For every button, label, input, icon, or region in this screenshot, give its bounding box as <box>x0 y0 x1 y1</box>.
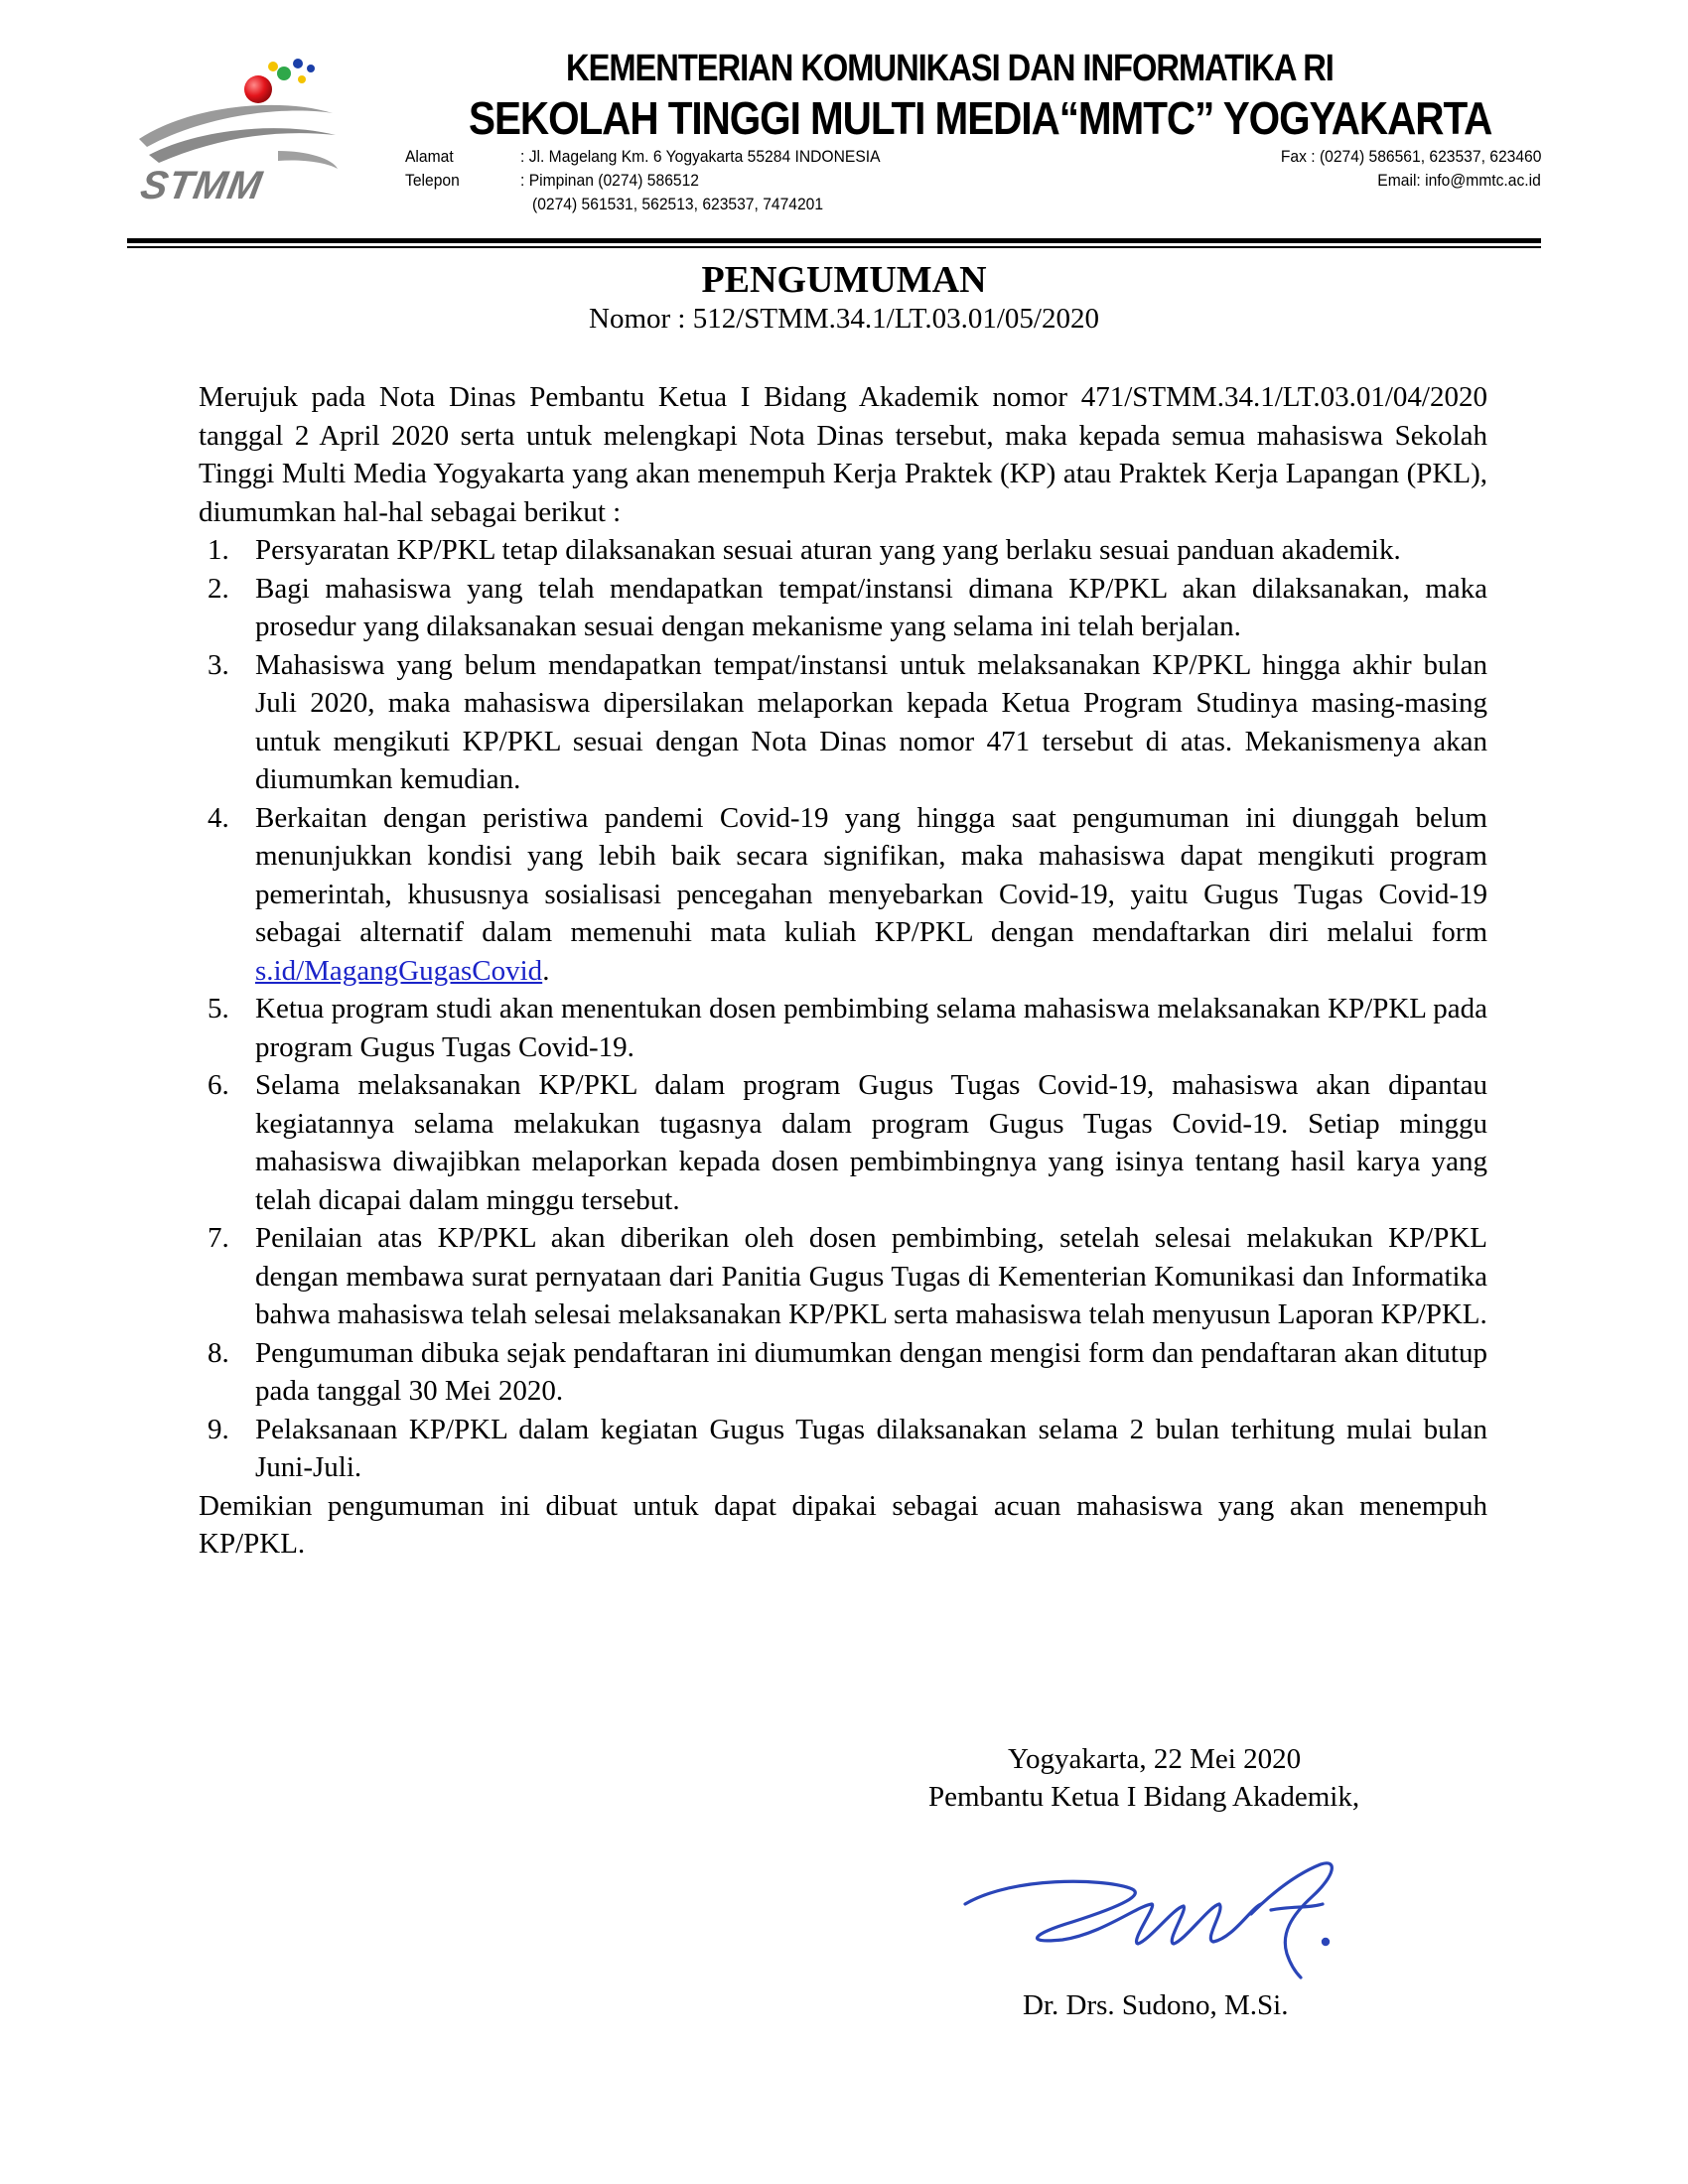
handwritten-signature <box>953 1844 1370 1983</box>
stmm-logo <box>129 52 348 210</box>
place-date: Yogyakarta, 22 Mei 2020 <box>1008 1743 1302 1775</box>
address-label: Alamat <box>405 147 454 166</box>
address-value: : Jl. Magelang Km. 6 Yogyakarta 55284 INDONESIA <box>520 147 881 166</box>
email-address: Email: info@mmtc.ac.id <box>1377 171 1541 190</box>
list-item <box>199 1334 1487 1411</box>
list-item <box>199 1066 1487 1219</box>
list-item-text: Bagi mahasiswa yang telah mendapatkan tempat/instansi dimana KP/PKL akan dilaksanakan, maka prosedur yang dilaksanakan sesuai dengan mekanisme yang selama ini telah berjalan. <box>255 572 1487 642</box>
list-item <box>199 799 1487 991</box>
phone-value-2: (0274) 561531, 562513, 623537, 7474201 <box>532 195 824 213</box>
list-item-text-end: . <box>542 954 550 987</box>
list-item-number: 1. <box>208 534 229 566</box>
announcement-list <box>199 531 1487 1487</box>
list-item-text: Pengumuman dibuka sejak pendaftaran ini diumumkan dengan mengisi form dan pendaftaran akan ditutup pada tanggal 30 Mei 2020. <box>255 1336 1487 1407</box>
ministry-name: KEMENTERIAN KOMUNIKASI DAN INFORMATIKA RI <box>566 48 1334 89</box>
list-item <box>199 646 1487 799</box>
letterhead-divider-thick <box>127 238 1541 243</box>
list-item <box>199 990 1487 1066</box>
list-item-text: Berkaitan dengan peristiwa pandemi Covid-19 yang hingga saat pengumuman ini diunggah belum menunjukkan kondisi yang lebih baik secara signifikan, maka mahasiswa dapat mengikuti program pemerintah, khususnya sosialisasi pencegahan menyebarkan Covid-19, yaitu Gugus Tugas Covid-19 sebagai alternatif dalam memenuhi mata kuliah KP/PKL dengan mendaftarkan diri melalui form <box>255 801 1487 948</box>
fax-number: Fax : (0274) 586561, 623537, 623460 <box>1280 147 1541 166</box>
list-item-text: Penilaian atas KP/PKL akan diberikan oleh dosen pembimbing, setelah selesai melakukan KP/PKL dengan membawa surat pernyataan dari Panitia Gugus Tugas di Kementerian Komunikasi dan Informatika bahwa mahasiswa telah selesai melaksanakan KP/PKL serta mahasiswa telah menyusun Laporan KP/PKL. <box>255 1222 1487 1330</box>
list-item-number: 7. <box>208 1222 229 1254</box>
phone-value-1: : Pimpinan (0274) 586512 <box>520 171 699 190</box>
school-name: SEKOLAH TINGGI MULTI MEDIA“MMTC” YOGYAKARTA <box>469 92 1492 144</box>
registration-form-link[interactable]: s.id/MagangGugasCovid <box>255 954 543 987</box>
list-item <box>199 570 1487 646</box>
list-item <box>199 531 1487 570</box>
announcement-body <box>199 378 1487 1564</box>
intro-paragraph: Merujuk pada Nota Dinas Pembantu Ketua I Bidang Akademik nomor 471/STMM.34.1/LT.03.01/04/2020 tanggal 2 April 2020 serta untuk melengkapi Nota Dinas tersebut, maka kepada semua mahasiswa Sekolah Tinggi Multi Media Yogyakarta yang akan menempuh Kerja Praktek (KP) atau Praktek Kerja Lapangan (PKL), diumumkan hal-hal sebagai berikut : <box>199 381 1487 528</box>
list-item-text: Selama melaksanakan KP/PKL dalam program Gugus Tugas Covid-19, mahasiswa akan dipantau kegiatannya selama melakukan tugasnya dalam program Gugus Tugas Covid-19. Setiap minggu mahasiswa diwajibkan melaporkan kepada dosen pembimbingnya yang isinya tentang hasil karya yang telah dicapai dalam minggu tersebut. <box>255 1069 1487 1216</box>
list-item-number: 6. <box>208 1069 229 1101</box>
list-item-text: Mahasiswa yang belum mendapatkan tempat/instansi untuk melaksanakan KP/PKL hingga akhir bulan Juli 2020, maka mahasiswa dipersilakan melaporkan kepada Ketua Program Studinya masing-masing untuk mengikuti KP/PKL sesuai dengan Nota Dinas nomor 471 tersebut di atas. Mekanismenya akan diumumkan kemudian. <box>255 648 1487 795</box>
signatory-name: Dr. Drs. Sudono, M.Si. <box>1023 1989 1289 2021</box>
logo-wordmark: STMM <box>137 163 266 207</box>
list-item <box>199 1411 1487 1487</box>
list-item-number: 3. <box>208 648 229 681</box>
list-item <box>199 1219 1487 1334</box>
list-item-text: Ketua program studi akan menentukan dosen pembimbing selama mahasiswa melaksanakan KP/PKL pada program Gugus Tugas Covid-19. <box>255 993 1487 1063</box>
list-item-number: 9. <box>208 1413 229 1445</box>
list-item-number: 8. <box>208 1336 229 1369</box>
closing-paragraph: Demikian pengumuman ini dibuat untuk dapat dipakai sebagai acuan mahasiswa yang akan menempuh KP/PKL. <box>199 1489 1487 1560</box>
list-item-text: Pelaksanaan KP/PKL dalam kegiatan Gugus Tugas dilaksanakan selama 2 bulan terhitung mulai bulan Juni-Juli. <box>255 1413 1487 1483</box>
letterhead-divider-thin <box>127 246 1541 248</box>
announcement-number: Nomor : 512/STMM.34.1/LT.03.01/05/2020 <box>589 303 1099 335</box>
signatory-position: Pembantu Ketua I Bidang Akademik, <box>928 1781 1360 1813</box>
announcement-title: PENGUMUMAN <box>701 259 987 301</box>
list-item-number: 2. <box>208 572 229 605</box>
list-item-number: 5. <box>208 993 229 1024</box>
list-item-text: Persyaratan KP/PKL tetap dilaksanakan sesuai aturan yang yang berlaku sesuai panduan akademik. <box>255 534 1401 566</box>
phone-label: Telepon <box>405 171 460 190</box>
list-item-number: 4. <box>208 801 229 834</box>
